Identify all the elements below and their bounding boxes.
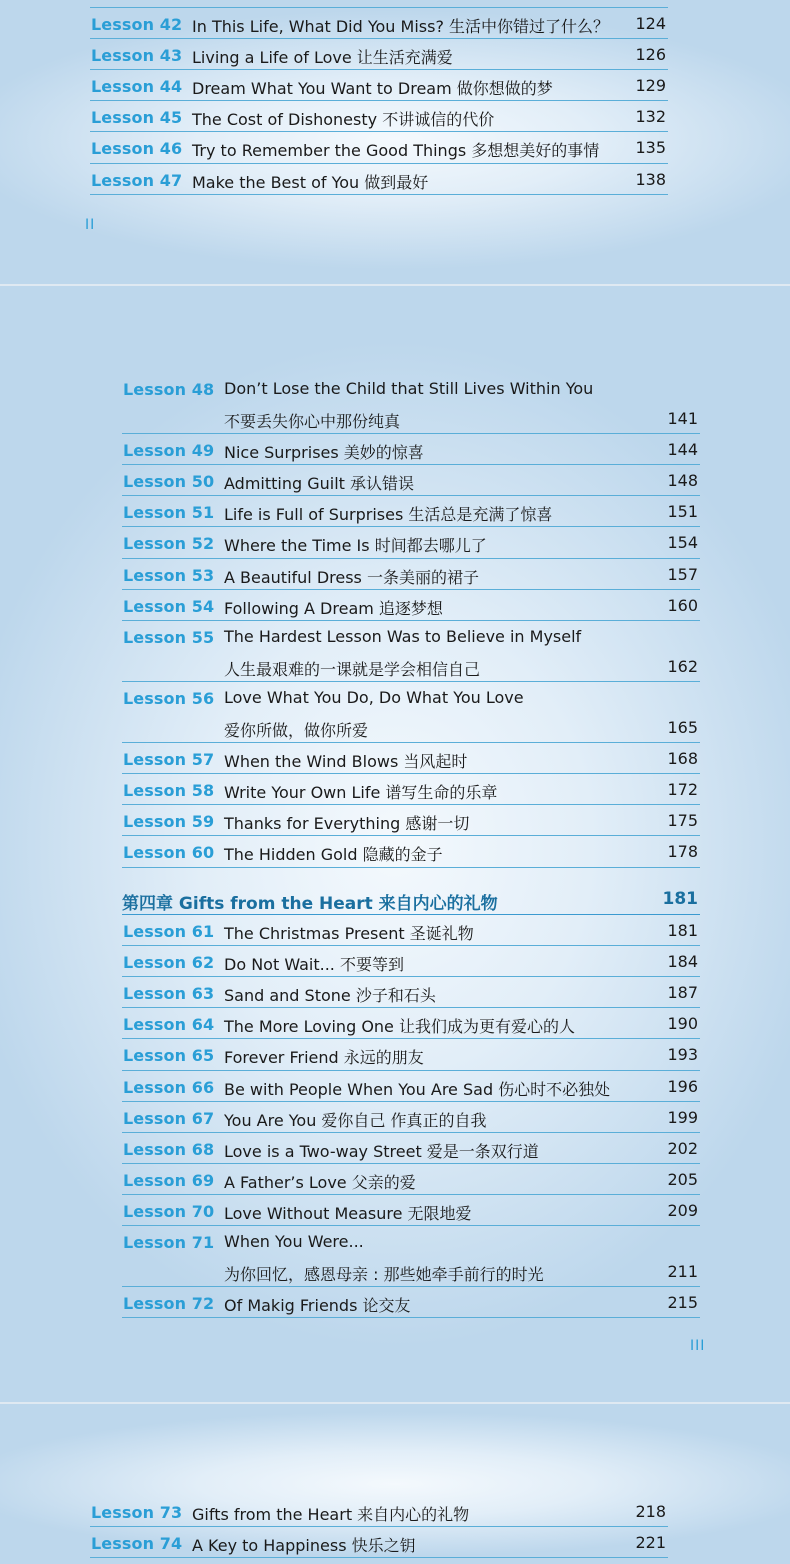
- toc-entry[interactable]: [90, 101, 668, 132]
- lesson-title: The Hardest Lesson Was to Believe in Myself: [224, 626, 582, 646]
- lesson-label: Lesson 63: [123, 984, 215, 1004]
- toc-entry[interactable]: [122, 621, 700, 682]
- page-ref: 144: [667, 440, 698, 460]
- toc-entry[interactable]: [122, 590, 700, 621]
- lesson-label: Lesson 51: [123, 503, 215, 523]
- toc-entry[interactable]: [122, 496, 700, 527]
- lesson-label: Lesson 45: [91, 108, 183, 128]
- toc-entry[interactable]: [90, 164, 668, 195]
- lesson-label: Lesson 64: [123, 1015, 215, 1035]
- toc-entry[interactable]: [90, 8, 668, 39]
- toc-entry-partial: [90, 0, 668, 8]
- toc-entry[interactable]: [122, 373, 700, 434]
- lesson-label: Lesson 42: [91, 15, 183, 35]
- page-ref: 187: [667, 983, 698, 1003]
- lesson-title: Do Not Wait... 不要等到: [224, 955, 404, 975]
- toc-page-iv: [0, 1404, 790, 1564]
- lesson-title: Following A Dream 追逐梦想: [224, 598, 443, 618]
- page-ref: 157: [667, 564, 698, 584]
- toc-entry[interactable]: [122, 1287, 700, 1318]
- lesson-title: Try to Remember the Good Things 多想想美好的事情: [192, 141, 600, 161]
- page-ref: 175: [667, 811, 698, 831]
- lesson-title-cn: 为你回忆，感恩母亲 : 那些她牵手前行的时光: [224, 1265, 544, 1285]
- lesson-title: The Christmas Present 圣诞礼物: [224, 924, 474, 944]
- lesson-title-cn: 爱你所做，做你所爱: [224, 720, 369, 740]
- toc-entry[interactable]: [122, 1226, 700, 1287]
- lesson-title: Love Without Measure 无限地爱: [224, 1203, 472, 1223]
- page-ref: 172: [667, 780, 698, 800]
- page-ref: 184: [667, 952, 698, 972]
- lesson-title: The Cost of Dishonesty 不讲诚信的代价: [192, 110, 495, 130]
- lesson-title: The Hidden Gold 隐藏的金子: [224, 845, 443, 865]
- lesson-label: Lesson 58: [123, 781, 215, 801]
- lesson-label: Lesson 72: [123, 1294, 215, 1314]
- toc-list-chapter-4: [122, 884, 700, 1318]
- lesson-title: Sand and Stone 沙子和石头: [224, 986, 436, 1006]
- page-ref: 205: [667, 1169, 698, 1189]
- page-ref: 181: [667, 921, 698, 941]
- lesson-title: Admitting Guilt 承认错误: [224, 474, 415, 494]
- lesson-label: Lesson 74: [91, 1534, 183, 1554]
- lesson-label: Lesson 62: [123, 953, 215, 973]
- toc-entry[interactable]: [122, 465, 700, 496]
- lesson-label: Lesson 43: [91, 46, 183, 66]
- toc-entry[interactable]: [90, 39, 668, 70]
- lesson-title: A Father’s Love 父亲的爱: [224, 1172, 416, 1192]
- lesson-label: Lesson 66: [123, 1077, 215, 1097]
- toc-entry[interactable]: [122, 1102, 700, 1133]
- lesson-label: Lesson 53: [123, 565, 215, 585]
- lesson-title: A Key to Happiness 快乐之钥: [192, 1536, 416, 1556]
- toc-entry[interactable]: [90, 70, 668, 101]
- toc-entry[interactable]: [122, 946, 700, 977]
- lesson-label: Lesson 47: [91, 170, 183, 190]
- page-ref: 135: [635, 138, 666, 158]
- toc-list: [122, 373, 700, 868]
- toc-entry[interactable]: [122, 559, 700, 590]
- lesson-title: The More Loving One 让我们成为更有爱心的人: [224, 1017, 575, 1037]
- lesson-title: You Are You 爱你自己 作真正的自我: [224, 1110, 487, 1130]
- toc-entry[interactable]: [122, 527, 700, 558]
- page-ref: 199: [667, 1107, 698, 1127]
- lesson-label: Lesson 44: [91, 77, 183, 97]
- lesson-label: Lesson 65: [123, 1046, 215, 1066]
- page-ref: 148: [667, 471, 698, 491]
- page-number: III: [690, 1338, 706, 1354]
- toc-entry[interactable]: [122, 1133, 700, 1164]
- page-ref: 132: [635, 107, 666, 127]
- lesson-title: Be with People When You Are Sad 伤心时不必独处: [224, 1079, 611, 1099]
- lesson-title: Love is a Two-way Street 爱是一条双行道: [224, 1141, 539, 1161]
- lesson-title-cn: 不要丢失你心中那份纯真: [224, 412, 401, 431]
- toc-entry[interactable]: [122, 915, 700, 946]
- chapter-heading[interactable]: [122, 884, 700, 915]
- page-ref: 138: [635, 169, 666, 189]
- lesson-label: Lesson 50: [123, 472, 215, 492]
- page-ref: 168: [667, 749, 698, 769]
- page-ref: 165: [667, 717, 698, 737]
- toc-entry[interactable]: [90, 132, 668, 163]
- toc-entry[interactable]: [122, 836, 700, 867]
- lesson-title: Forever Friend 永远的朋友: [224, 1048, 424, 1068]
- lesson-label: Lesson 68: [123, 1139, 215, 1159]
- lesson-title: Make the Best of You 做到最好: [192, 172, 429, 192]
- lesson-title: When You Were...: [224, 1232, 364, 1252]
- toc-entry[interactable]: [122, 434, 700, 465]
- page-number: II: [85, 217, 96, 233]
- toc-page-iii: [0, 286, 790, 1402]
- page-ref: 218: [635, 1502, 666, 1521]
- lesson-title: Living a Life of Love 让生活充满爱: [192, 48, 453, 68]
- toc-entry[interactable]: [90, 1496, 668, 1527]
- page-ref: 196: [667, 1076, 698, 1096]
- lesson-label: Lesson 46: [91, 139, 183, 159]
- lesson-title: Write Your Own Life 谱写生命的乐章: [224, 783, 498, 803]
- page-ref: 154: [667, 533, 698, 553]
- lesson-title: Of Makig Friends 论交友: [224, 1296, 411, 1316]
- lesson-title-cn: 人生最艰难的一课就是学会相信自己: [224, 659, 481, 679]
- lesson-label: Lesson 60: [123, 843, 215, 863]
- page-ref: 215: [667, 1293, 698, 1313]
- lesson-label: Lesson 48: [123, 380, 215, 399]
- lesson-label: Lesson 70: [123, 1201, 215, 1221]
- toc-entry[interactable]: [122, 1008, 700, 1039]
- lesson-title: In This Life, What Did You Miss? 生活中你错过了什么？: [192, 17, 610, 37]
- lesson-label: Lesson 56: [123, 688, 215, 708]
- lesson-label: Lesson 69: [123, 1170, 215, 1190]
- page-ref: 129: [635, 76, 666, 96]
- chapter-page-ref: 181: [662, 889, 698, 909]
- lesson-title: Nice Surprises 美妙的惊喜: [224, 443, 424, 463]
- toc-entry[interactable]: [122, 1164, 700, 1195]
- lesson-title: Dream What You Want to Dream 做你想做的梦: [192, 79, 553, 99]
- toc-entry[interactable]: [90, 1527, 668, 1558]
- page-ref: 193: [667, 1045, 698, 1065]
- lesson-title: A Beautiful Dress 一条美丽的裙子: [224, 567, 479, 587]
- toc-list: [90, 1496, 668, 1558]
- toc-entry[interactable]: [122, 1195, 700, 1226]
- lesson-label: Lesson 52: [123, 534, 215, 554]
- lesson-title: Gifts from the Heart 来自内心的礼物: [192, 1505, 470, 1524]
- toc-list: [90, 0, 668, 195]
- page-ref: 202: [667, 1138, 698, 1158]
- toc-entry[interactable]: [122, 774, 700, 805]
- page-ref: 178: [667, 842, 698, 862]
- toc-page-ii: [0, 0, 790, 284]
- lesson-label: Lesson 49: [123, 441, 215, 461]
- lesson-label: Lesson 57: [123, 750, 215, 770]
- lesson-title: Life is Full of Surprises 生活总是充满了惊喜: [224, 505, 553, 525]
- lesson-label: Lesson 73: [91, 1503, 183, 1522]
- page-ref: 209: [667, 1200, 698, 1220]
- page-ref: 211: [667, 1262, 698, 1282]
- chapter-title: 第四章 Gifts from the Heart 来自内心的礼物: [122, 894, 498, 914]
- page-ref: 151: [667, 502, 698, 522]
- lesson-label: Lesson 54: [123, 596, 215, 616]
- toc-entry[interactable]: [122, 1039, 700, 1070]
- page-ref: 141: [667, 409, 698, 428]
- lesson-title: Love What You Do, Do What You Love: [224, 687, 524, 707]
- toc-entry[interactable]: [122, 1071, 700, 1102]
- page-ref: 221: [635, 1533, 666, 1553]
- page-ref: 126: [635, 45, 666, 65]
- lesson-label: Lesson 61: [123, 922, 215, 942]
- lesson-title: Thanks for Everything 感谢一切: [224, 814, 470, 834]
- page-ref: 162: [667, 656, 698, 676]
- lesson-title: Don’t Lose the Child that Still Lives Within You: [224, 379, 594, 398]
- toc-entry[interactable]: [122, 743, 700, 774]
- toc-entry[interactable]: [122, 977, 700, 1008]
- lesson-title: Where the Time Is 时间都去哪儿了: [224, 536, 487, 556]
- page-ref: 190: [667, 1014, 698, 1034]
- lesson-title: When the Wind Blows 当风起时: [224, 752, 468, 772]
- page-ref: 160: [667, 595, 698, 615]
- lesson-label: Lesson 67: [123, 1108, 215, 1128]
- lesson-label: Lesson 71: [123, 1233, 215, 1253]
- page-ref: 124: [635, 14, 666, 34]
- lesson-label: Lesson 55: [123, 627, 215, 647]
- toc-entry[interactable]: [122, 682, 700, 743]
- toc-entry[interactable]: [122, 805, 700, 836]
- lesson-label: Lesson 59: [123, 812, 215, 832]
